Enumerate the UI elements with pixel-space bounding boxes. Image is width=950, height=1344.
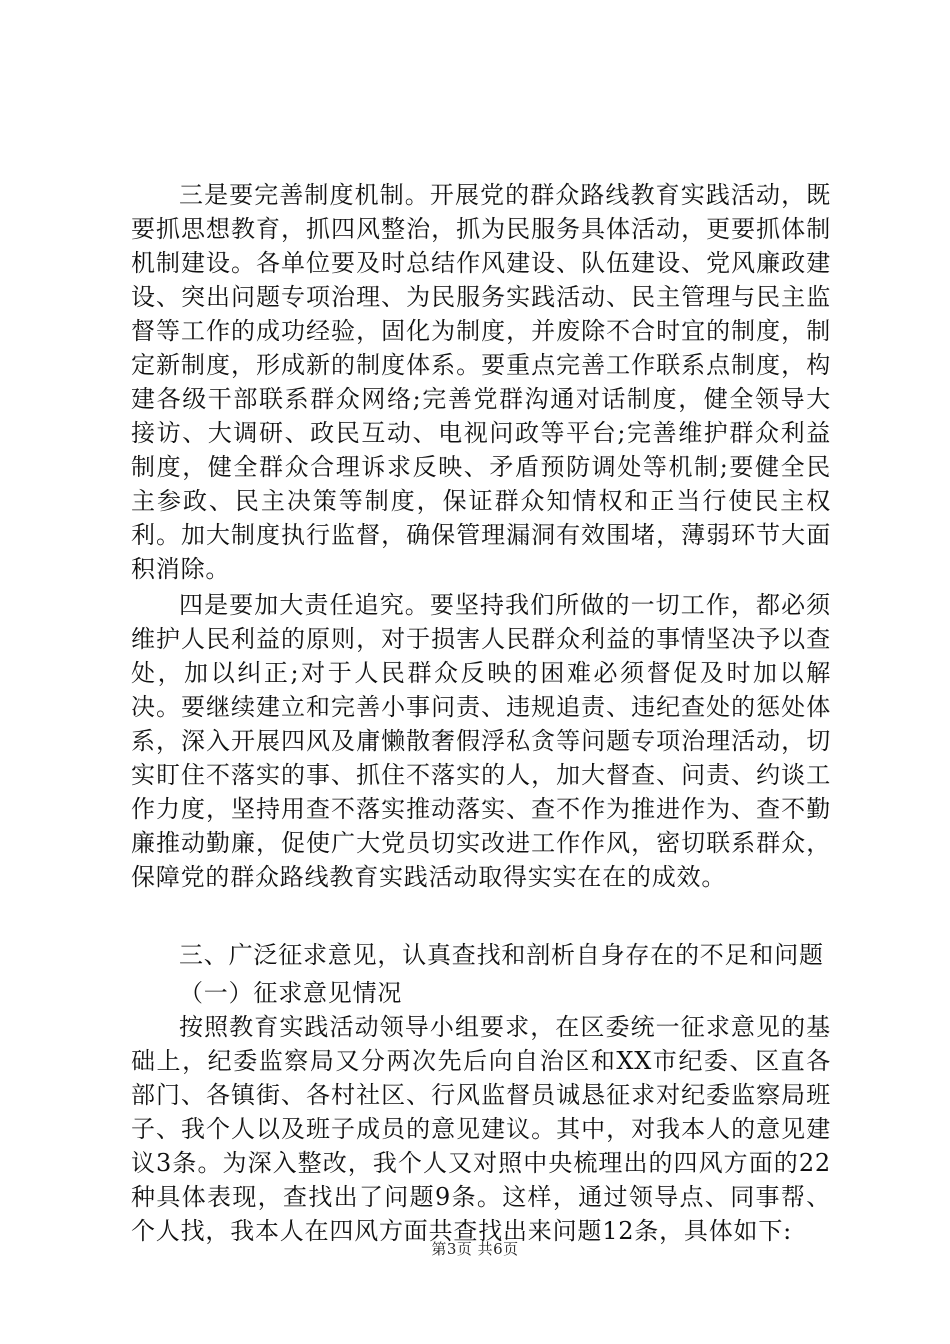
paragraph-opinion-collection: 按照教育实践活动领导小组要求，在区委统一征求意见的基础上，纪委监察局又分两次先后向自治区和XX市纪委、区直各部门、各镇街、各村社区、行风监督员诚恳征求对纪委监察局班子、我个人以及班子成员的意见建议。其中，对我本人的意见建议3条。为深入整改，我个人又对照中央梳理出的四风方面的22种具体表现，查找出了问题9条。这样，通过领导点、同事帮、个人找，我本人在四风方面共查找出来问题12条，具体如下: — [131, 1013, 831, 1245]
section-heading: 三、广泛征求意见，认真查找和剖析自身存在的不足和问题 — [179, 941, 824, 969]
document-body — [131, 178, 831, 1248]
page-number-footer: 第3页 共6页 — [431, 1240, 519, 1258]
paragraph-accountability: 四是要加大责任追究。要坚持我们所做的一切工作，都必须维护人民利益的原则，对于损害人民群众利益的事情坚决予以查处，加以纠正;对于人民群众反映的困难必须督促及时加以解决。要继续建立和完善小事问责、违规追责、违纪查处的惩处体系，深入开展四风及庸懒散奢假浮私贪等问题专项治理活动，切实盯住不落实的事、抓住不落实的人，加大督查、问责、约谈工作力度，坚持用查不落实推动落实、查不作为推进作为、查不勤廉推动勤廉，促使广大党员切实改进工作作风，密切联系群众，保障党的群众路线教育实践活动取得实实在在的成效。 — [131, 591, 831, 891]
subsection-heading: （一）征求意见情况 — [179, 979, 403, 1007]
paragraph-institutional-mechanisms: 三是要完善制度机制。开展党的群众路线教育实践活动，既要抓思想教育，抓四风整治，抓为民服务具体活动，更要抓体制机制建设。各单位要及时总结作风建设、队伍建设、党风廉政建设、突出问题专项治理、为民服务实践活动、民主管理与民主监督等工作的成功经验，固化为制度，并废除不合时宜的制度，制定新制度，形成新的制度体系。要重点完善工作联系点制度，构建各级干部联系群众网络;完善党群沟通对话制度，健全领导大接访、大调研、政民互动、电视问政等平台;完善维护群众利益制度，健全群众合理诉求反映、矛盾预防调处等机制;要健全民主参政、民主决策等制度，保证群众知情权和正当行使民主权利。加大制度执行监督，确保管理漏洞有效围堵，薄弱环节大面积消除。 — [131, 181, 831, 583]
